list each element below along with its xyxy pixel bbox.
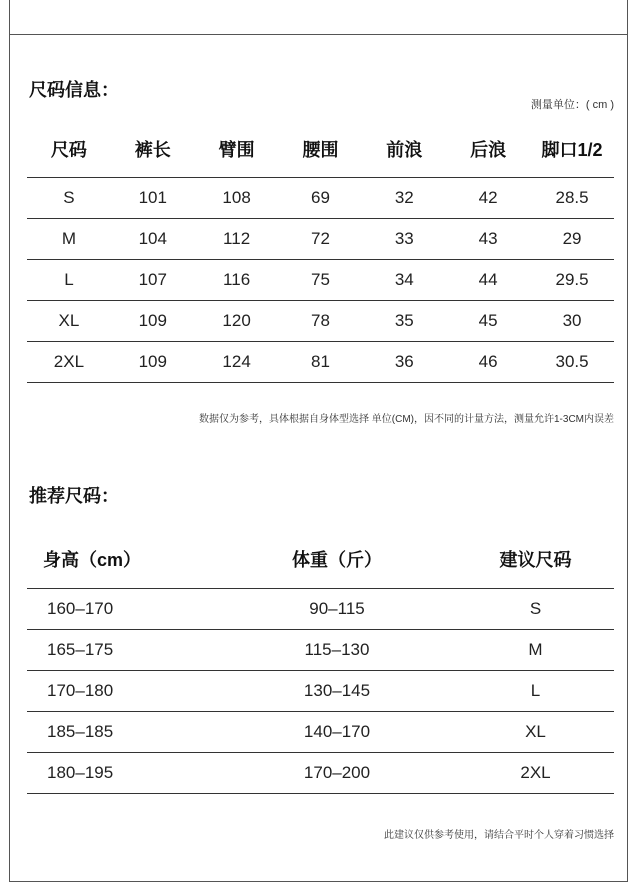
cell-weight: 115–130 <box>217 630 457 671</box>
table-row <box>27 630 614 671</box>
frame-stub-left <box>9 0 10 34</box>
cell-size: XL <box>27 301 111 342</box>
cell-height: 165–175 <box>27 630 217 671</box>
table-row <box>27 712 614 753</box>
cell-leg-opening: 28.5 <box>530 178 614 219</box>
cell-leg-opening: 29.5 <box>530 260 614 301</box>
cell-size: 2XL <box>27 342 111 383</box>
header-size: 尺码 <box>50 139 87 160</box>
size-info-title: 尺码信息： <box>29 80 119 100</box>
cell-waist: 81 <box>279 342 363 383</box>
header-height: 身高（cm） <box>43 550 142 570</box>
recommend-table <box>27 530 614 794</box>
table-row <box>27 589 614 630</box>
cell-pants-length: 109 <box>111 301 195 342</box>
size-table <box>27 120 614 383</box>
cell-waist: 72 <box>279 219 363 260</box>
cell-back-rise: 45 <box>446 301 530 342</box>
header-suggested-size: 建议尺码 <box>499 550 572 570</box>
cell-hip: 116 <box>195 260 279 301</box>
cell-leg-opening: 30.5 <box>530 342 614 383</box>
cell-waist: 78 <box>279 301 363 342</box>
cell-waist: 69 <box>279 178 363 219</box>
cell-front-rise: 33 <box>362 219 446 260</box>
cell-hip: 120 <box>195 301 279 342</box>
cell-height: 185–185 <box>27 712 217 753</box>
cell-hip: 108 <box>195 178 279 219</box>
cell-suggested-size: S <box>457 589 614 630</box>
cell-size: L <box>27 260 111 301</box>
frame-stub-right <box>627 0 628 34</box>
table-row <box>27 753 614 794</box>
cell-height: 160–170 <box>27 589 217 630</box>
table-row <box>27 671 614 712</box>
unit-note: 测量单位：( cm ) <box>530 99 614 111</box>
cell-hip: 112 <box>195 219 279 260</box>
cell-pants-length: 104 <box>111 219 195 260</box>
header-back-rise: 后浪 <box>470 139 507 160</box>
cell-suggested-size: XL <box>457 712 614 753</box>
cell-size: S <box>27 178 111 219</box>
recommend-footnote: 此建议仅供参考使用，请结合平时个人穿着习惯选择 <box>384 830 614 841</box>
cell-back-rise: 43 <box>446 219 530 260</box>
cell-suggested-size: L <box>457 671 614 712</box>
cell-weight: 130–145 <box>217 671 457 712</box>
cell-front-rise: 35 <box>362 301 446 342</box>
cell-waist: 75 <box>279 260 363 301</box>
cell-front-rise: 32 <box>362 178 446 219</box>
table-row <box>27 260 614 301</box>
cell-pants-length: 101 <box>111 178 195 219</box>
table-row <box>27 301 614 342</box>
table-row <box>27 342 614 383</box>
cell-height: 180–195 <box>27 753 217 794</box>
cell-front-rise: 36 <box>362 342 446 383</box>
recommend-title: 推荐尺码： <box>29 486 119 506</box>
header-pants-length: 裤长 <box>134 139 171 160</box>
cell-weight: 90–115 <box>217 589 457 630</box>
table-row <box>27 219 614 260</box>
header-hip: 臂围 <box>218 139 255 160</box>
size-table-header-row <box>27 120 614 178</box>
cell-suggested-size: 2XL <box>457 753 614 794</box>
header-waist: 腰围 <box>302 139 339 160</box>
cell-weight: 170–200 <box>217 753 457 794</box>
cell-pants-length: 107 <box>111 260 195 301</box>
cell-back-rise: 42 <box>446 178 530 219</box>
header-weight: 体重（斤） <box>292 550 382 570</box>
cell-back-rise: 44 <box>446 260 530 301</box>
cell-pants-length: 109 <box>111 342 195 383</box>
cell-size: M <box>27 219 111 260</box>
cell-leg-opening: 30 <box>530 301 614 342</box>
recommend-table-header-row <box>27 530 614 589</box>
cell-height: 170–180 <box>27 671 217 712</box>
cell-suggested-size: M <box>457 630 614 671</box>
header-leg-opening: 脚口1/2 <box>541 139 603 160</box>
cell-hip: 124 <box>195 342 279 383</box>
cell-leg-opening: 29 <box>530 219 614 260</box>
size-info-footnote: 数据仅为参考，具体根据自身体型选择 单位(CM)，因不同的计量方法，测量允许1-3CM内误差 <box>199 414 614 425</box>
cell-back-rise: 46 <box>446 342 530 383</box>
header-front-rise: 前浪 <box>386 139 423 160</box>
cell-weight: 140–170 <box>217 712 457 753</box>
table-row <box>27 178 614 219</box>
cell-front-rise: 34 <box>362 260 446 301</box>
